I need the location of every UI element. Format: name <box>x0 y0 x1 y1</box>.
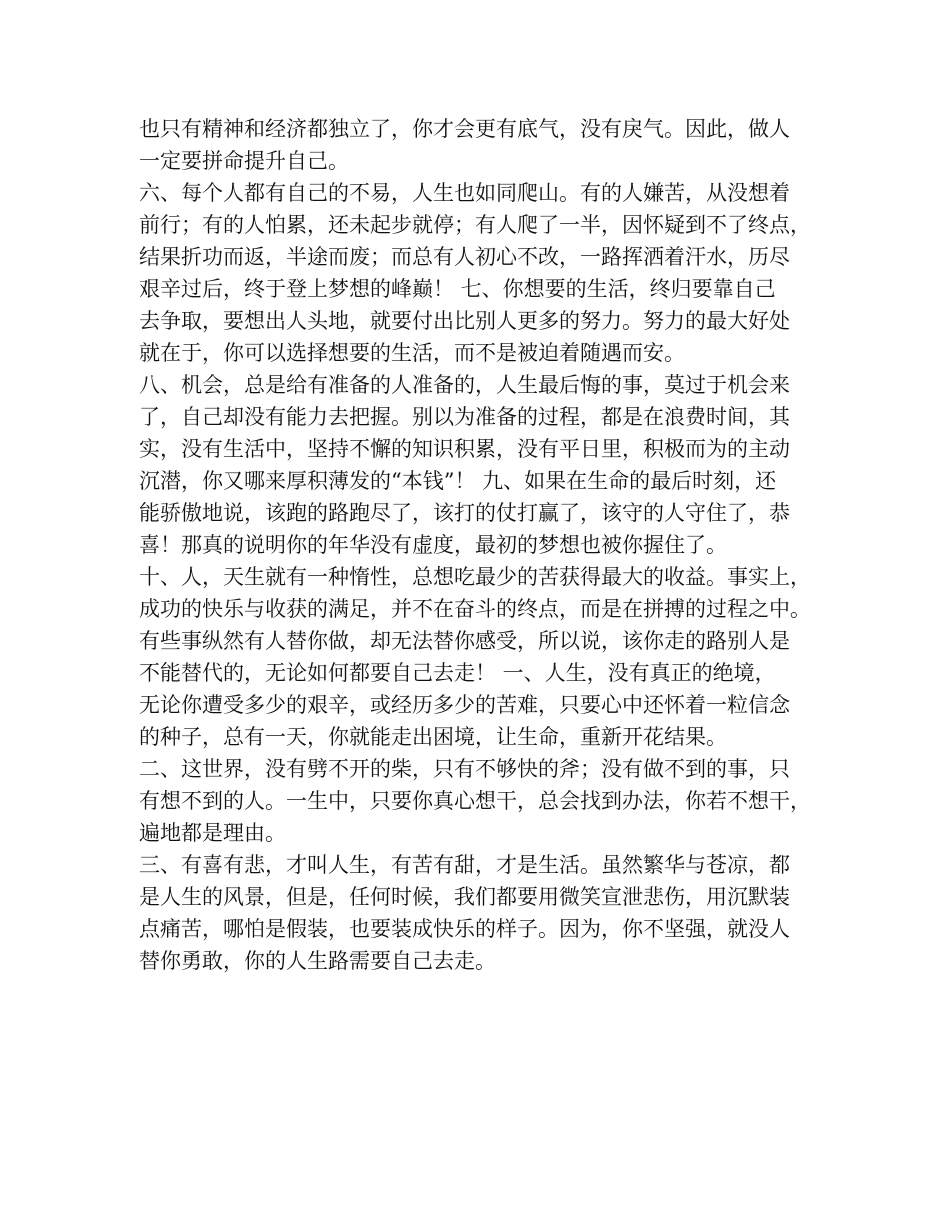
text-line: 结果折功而返，半途而废；而总有人初心不改，一路挥洒着汗水，历尽 <box>139 245 790 269</box>
text-line: 有想不到的人。一生中，只要你真心想干，总会找到办法，你若不想干， <box>139 789 811 813</box>
text-line: 成功的快乐与收获的满足，并不在奋斗的终点，而是在拼搏的过程之中。 <box>139 597 811 621</box>
text-line: 八、机会，总是给有准备的人准备的，人生最后悔的事，莫过于机会来 <box>139 373 790 397</box>
text-line: 艰辛过后，终于登上梦想的峰巅！ 七、你想要的生活，终归要靠自己 <box>139 277 776 301</box>
text-line: 是人生的风景，但是，任何时候，我们都要用微笑宣泄悲伤，用沉默装 <box>139 885 790 909</box>
text-line: 前行；有的人怕累，还未起步就停；有人爬了一半，因怀疑到不了终点， <box>139 213 811 237</box>
text-line: 的种子，总有一天，你就能走出困境，让生命，重新开花结果。 <box>139 725 727 749</box>
text-line: 一定要拼命提升自己。 <box>139 149 349 173</box>
text-line: 点痛苦，哪怕是假装，也要装成快乐的样子。因为，你不坚强，就没人 <box>139 917 790 941</box>
text-line: 去争取，要想出人头地，就要付出比别人更多的努力。努力的最大好处 <box>139 309 790 333</box>
text-line: 六、每个人都有自己的不易，人生也如同爬山。有的人嫌苦，从没想着 <box>139 181 790 205</box>
text-line: 能骄傲地说，该跑的路跑尽了，该打的仗打赢了，该守的人守住了，恭 <box>139 501 790 525</box>
text-line: 替你勇敢，你的人生路需要自己去走。 <box>139 949 496 973</box>
text-line: 不能替代的，无论如何都要自己去走！ 一、人生，没有真正的绝境， <box>139 661 776 685</box>
text-line: 实，没有生活中，坚持不懈的知识积累，没有平日里，积极而为的主动 <box>139 437 790 461</box>
text-line: 也只有精神和经济都独立了，你才会更有底气，没有戾气。因此，做人 <box>139 117 790 141</box>
text-line: 有些事纵然有人替你做，却无法替你感受，所以说，该你走的路别人是 <box>139 629 790 653</box>
text-line: 十、人，天生就有一种惰性，总想吃最少的苦获得最大的收益。事实上， <box>139 565 811 589</box>
document-body <box>139 113 829 977</box>
text-line: 了，自己却没有能力去把握。别以为准备的过程，都是在浪费时间，其 <box>139 405 790 429</box>
text-line: 二、这世界，没有劈不开的柴，只有不够快的斧；没有做不到的事，只 <box>139 757 790 781</box>
text-line: 遍地都是理由。 <box>139 821 286 845</box>
text-line: 喜！那真的说明你的年华没有虚度，最初的梦想也被你握住了。 <box>139 533 727 557</box>
text-line: 三、有喜有悲，才叫人生，有苦有甜，才是生活。虽然繁华与苍凉，都 <box>139 853 790 877</box>
text-line: 就在于，你可以选择想要的生活，而不是被迫着随遇而安。 <box>139 341 685 365</box>
text-line: 沉潜，你又哪来厚积薄发的“本钱”！ 九、如果在生命的最后时刻，还 <box>139 469 777 493</box>
text-line: 无论你遭受多少的艰辛，或经历多少的苦难，只要心中还怀着一粒信念 <box>139 693 790 717</box>
